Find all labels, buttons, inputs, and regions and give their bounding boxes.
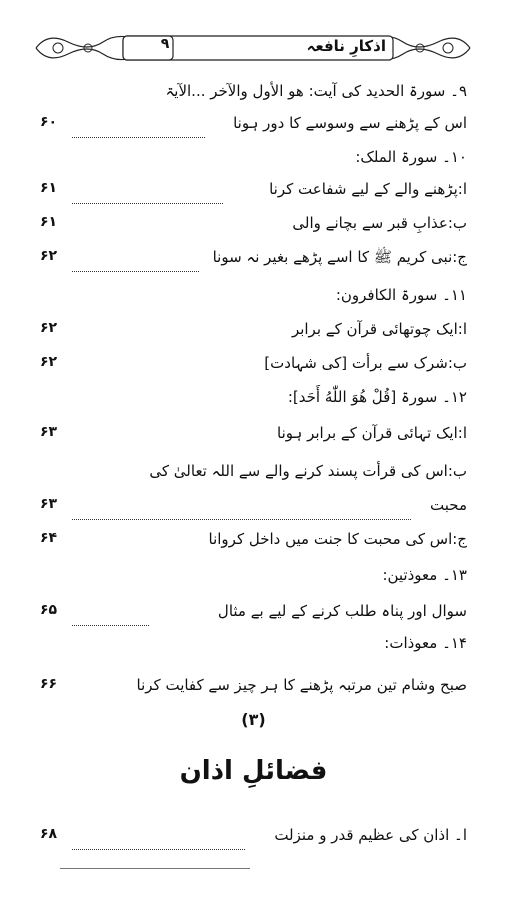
toc-entry (40, 214, 467, 244)
toc-entry (40, 248, 467, 278)
entry-text: ج:اس کی محبت کا جنت میں داخل کروانا (208, 530, 467, 548)
entry-text: ب:شرک سے برأت [کی شہادت] (264, 354, 467, 372)
dot-leader (72, 203, 223, 204)
entry-page: ۶۰ (40, 114, 58, 130)
dot-leader (72, 849, 245, 850)
entry-page: ۶۲ (40, 354, 58, 370)
toc-heading-10: ۱۰۔ سورۃ الملک: (355, 148, 467, 166)
toc-entry (40, 180, 467, 210)
section-title: فضائلِ اذان (179, 756, 328, 786)
toc-entry (40, 320, 467, 350)
dot-leader (72, 625, 149, 626)
entry-page: ۶۳ (40, 424, 58, 440)
toc-entry-12b-line1: ب:اس کی قرأت پسند کرنے والے سے اللہ تعالیٰ کی (149, 462, 467, 480)
toc-entry (40, 354, 467, 384)
entry-text: ا۔ اذان کی عظیم قدر و منزلت (274, 826, 467, 844)
footnote-divider (60, 868, 250, 869)
toc-entry (40, 676, 467, 706)
toc-entry (40, 424, 467, 454)
entry-text: ا:پڑھنے والے کے لیے شفاعت کرنا (269, 180, 467, 198)
toc-entry (40, 602, 467, 632)
toc-entry (40, 496, 467, 526)
running-title: اذکارِ نافعہ (306, 37, 386, 55)
entry-page: ۶۴ (40, 530, 58, 546)
toc-heading-14: ۱۴۔ معوذات: (384, 634, 467, 652)
entry-text: صبح وشام تین مرتبہ پڑھنے کا ہر چیز سے کفایت کرنا (136, 676, 467, 694)
entry-page: ۶۵ (40, 602, 58, 618)
ornamental-border (28, 28, 478, 68)
entry-page: ۶۱ (40, 214, 58, 230)
entry-page: ۶۸ (40, 826, 58, 842)
dot-leader (72, 137, 205, 138)
entry-text: ا:ایک تہائی قرآن کے برابر ہونا (277, 424, 467, 442)
section-number: (۳) (241, 710, 266, 729)
toc-heading-9: ۹۔ سورۃ الحدید کی آیت: ھو الأول والآخر ...الآیۃ (165, 82, 467, 100)
toc-entry (40, 114, 467, 144)
toc-entry (40, 826, 467, 856)
entry-page: ۶۲ (40, 248, 58, 264)
toc-entry (40, 530, 467, 560)
entry-text: ج:نبی کریم ﷺ کا اسے پڑھے بغیر نہ سونا (212, 248, 467, 266)
entry-text: سوال اور پناہ طلب کرنے کے لیے بے مثال (217, 602, 467, 620)
entry-page: ۶۳ (40, 496, 58, 512)
dot-leader (72, 519, 411, 520)
entry-text: محبت (430, 496, 467, 514)
entry-text: ب:عذابِ قبر سے بچانے والی (292, 214, 467, 232)
page-header (28, 28, 478, 68)
entry-page: ۶۶ (40, 676, 58, 692)
toc-heading-13: ۱۳۔ معوذتین: (382, 566, 467, 584)
dot-leader (72, 271, 199, 272)
entry-text: اس کے پڑھنے سے وسوسے کا دور ہونا (233, 114, 467, 132)
entry-page: ۶۲ (40, 320, 58, 336)
entry-page: ۶۱ (40, 180, 58, 196)
entry-text: ا:ایک چوتھائی قرآن کے برابر (291, 320, 467, 338)
toc-heading-11: ۱۱۔ سورۃ الکافرون: (335, 286, 467, 304)
toc-heading-12: ۱۲۔ سورۃ [قُلْ هُوَ اللّٰهُ أَحَد]: (287, 388, 467, 406)
page-number: ۹ (160, 36, 170, 52)
